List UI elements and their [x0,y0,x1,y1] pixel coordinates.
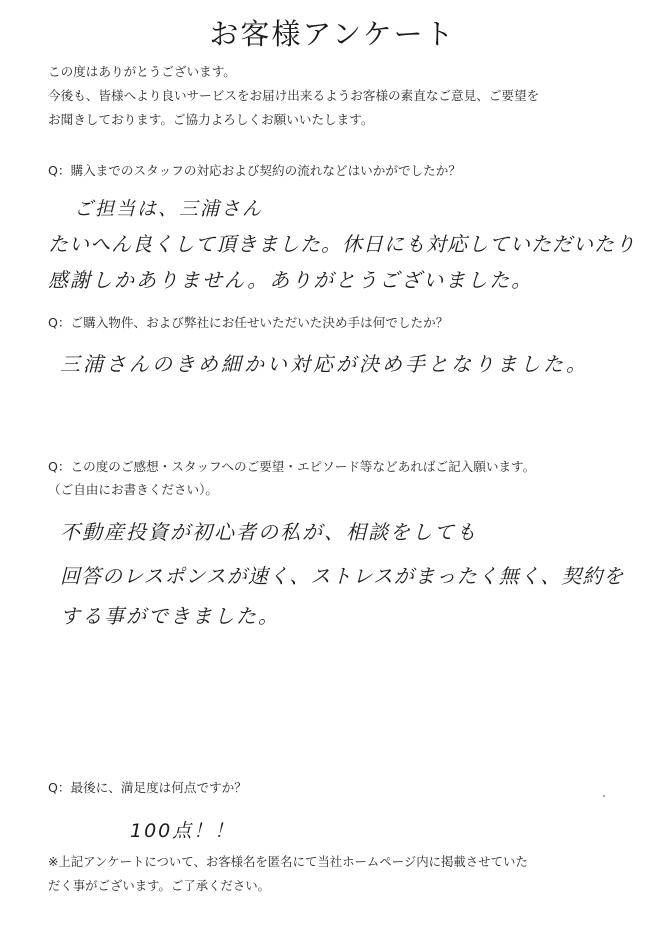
question-1: Q：購入までのスタッフの対応および契約の流れなどはいかがでしたか？ [48,163,461,178]
answer-1-line-2: たいへん良くして頂きました。休日にも対応していただいたり [48,232,636,256]
intro-text [48,60,539,132]
question-3: Q：この度のご感想・スタッフへのご要望・エピソード等などあればご記入願います。 [48,459,536,474]
intro-line: この度はありがとうございます。 [48,64,236,79]
question-2: Q：ご購入物件、および弊社にお任せいただいた決め手は何でしたか？ [48,315,449,330]
answer-3-line-1: 不動産投資が初心者の私が、相談をしても [60,520,478,544]
answer-1-line-1: ご担当は、三浦さん [74,198,264,220]
answer-4: 100点！！ [130,820,236,842]
answer-3-line-3: する事ができました。 [60,604,280,628]
question-4: Q：最後に、満足度は何点ですか？ [48,780,247,795]
disclaimer-note [48,850,528,898]
answer-2-line-1: 三浦さんのきめ細かい対応が決め手となりました。 [60,352,589,376]
intro-line: 今後も、皆様へより良いサービスをお届け出来るようお客様の素直なご意見、ご要望を [48,88,540,103]
survey-title: お客様アンケート [209,17,456,51]
intro-line: お聞きしております。ご協力よろしくお願いいたします。 [48,112,374,127]
answer-1-line-3: 感謝しかありません。ありがとうございました。 [48,268,534,292]
answer-3-line-2: 回答のレスポンスが速く、ストレスがまったく無く、契約を [60,564,625,588]
question-3-sub: （ご自由にお書きください）。 [48,482,219,497]
note-line: だく事がございます。ご了承ください。 [48,878,271,893]
speck-mark [603,795,605,797]
note-line: ※上記アンケートについて、お客様名を匿名にて当社ホームページ内に掲載させていた [48,854,528,869]
